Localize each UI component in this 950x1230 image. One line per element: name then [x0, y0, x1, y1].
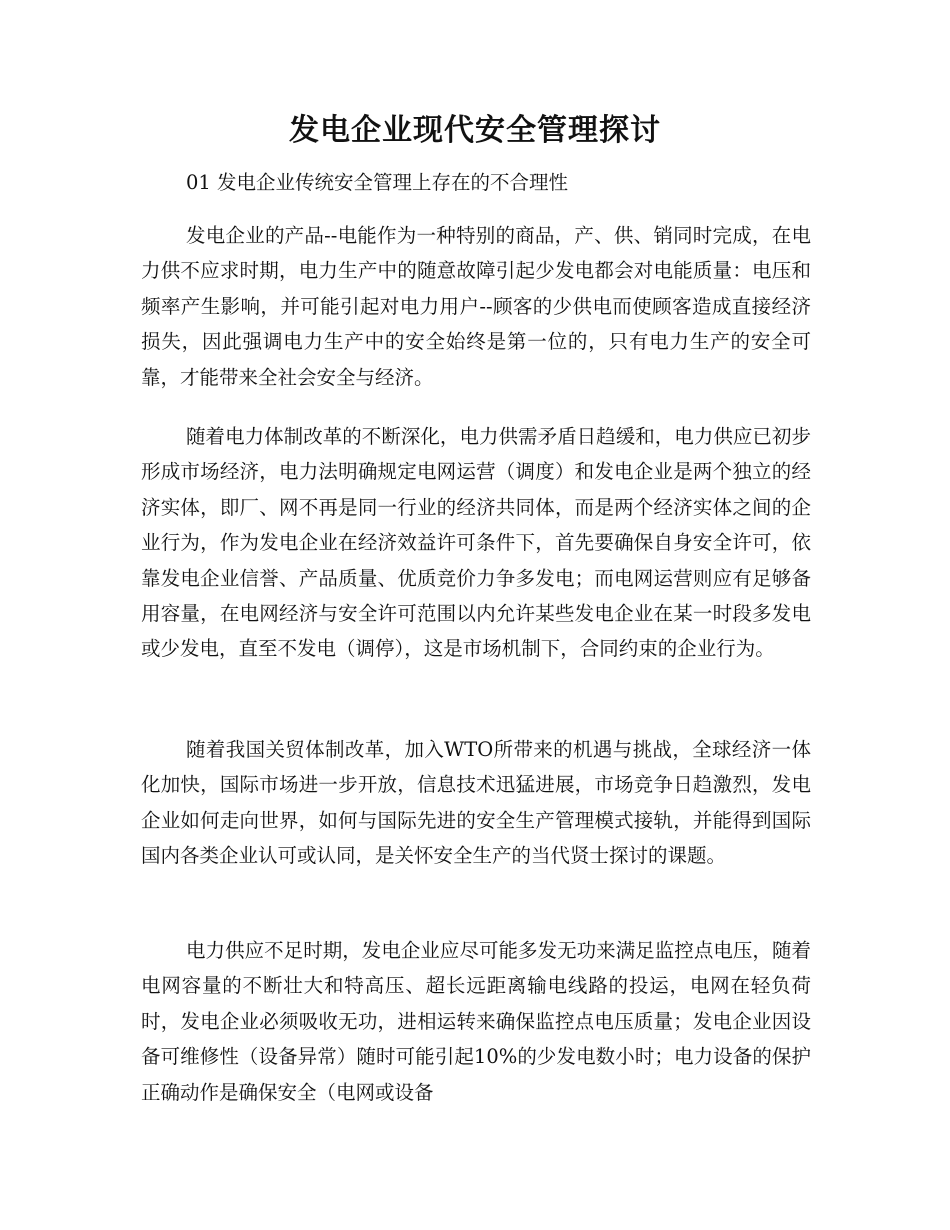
paragraph-3: 随着我国关贸体制改革，加入WTO所带来的机遇与挑战，全球经济一体化加快，国际市场进一步开放，信息技术迅猛进展，市场竞争日趋激烈，发电企业如何走向世界，如何与国际先进的安全生产管理模式接轨，并能得到国际国内各类企业认可或认同，是关怀安全生产的当代贤士探讨的课题。: [141, 738, 811, 868]
document-title: 发电企业现代安全管理探讨: [289, 113, 661, 148]
paragraph-2: 随着电力体制改革的不断深化，电力供需矛盾日趋缓和，电力供应已初步形成市场经济，电力法明确规定电网运营（调度）和发电企业是两个独立的经济实体，即厂、网不再是同一行业的经济共同体，而是两个经济实体之间的企业行为，作为发电企业在经济效益许可条件下，首先要确保自身安全许可，依靠发电企业信誉、产品质量、优质竞价力争多发电；而电网运营则应有足够备用容量，在电网经济与安全许可范围以内允许某些发电企业在某一时段多发电或少发电，直至不发电（调停），这是市场机制下，合同约束的企业行为。: [141, 425, 811, 661]
section-heading: 01 发电企业传统安全管理上存在的不合理性: [186, 171, 569, 194]
paragraph-4: 电力供应不足时期，发电企业应尽可能多发无功来满足监控点电压，随着电网容量的不断壮大和特高压、超长远距离输电线路的投运，电网在轻负荷时，发电企业必须吸收无功，进相运转来确保监控点电压质量；发电企业因设备可维修性（设备异常）随时可能引起10%的少发电数小时；电力设备的保护正确动作是确保安全（电网或设备: [141, 939, 811, 1104]
paragraph-1: 发电企业的产品--电能作为一种特别的商品，产、供、销同时完成，在电力供不应求时期，电力生产中的随意故障引起少发电都会对电能质量：电压和频率产生影响，并可能引起对电力用户--顾客的少供电而使顾客造成直接经济损失，因此强调电力生产中的安全始终是第一位的，只有电力生产的安全可靠，才能带来全社会安全与经济。: [141, 224, 811, 389]
